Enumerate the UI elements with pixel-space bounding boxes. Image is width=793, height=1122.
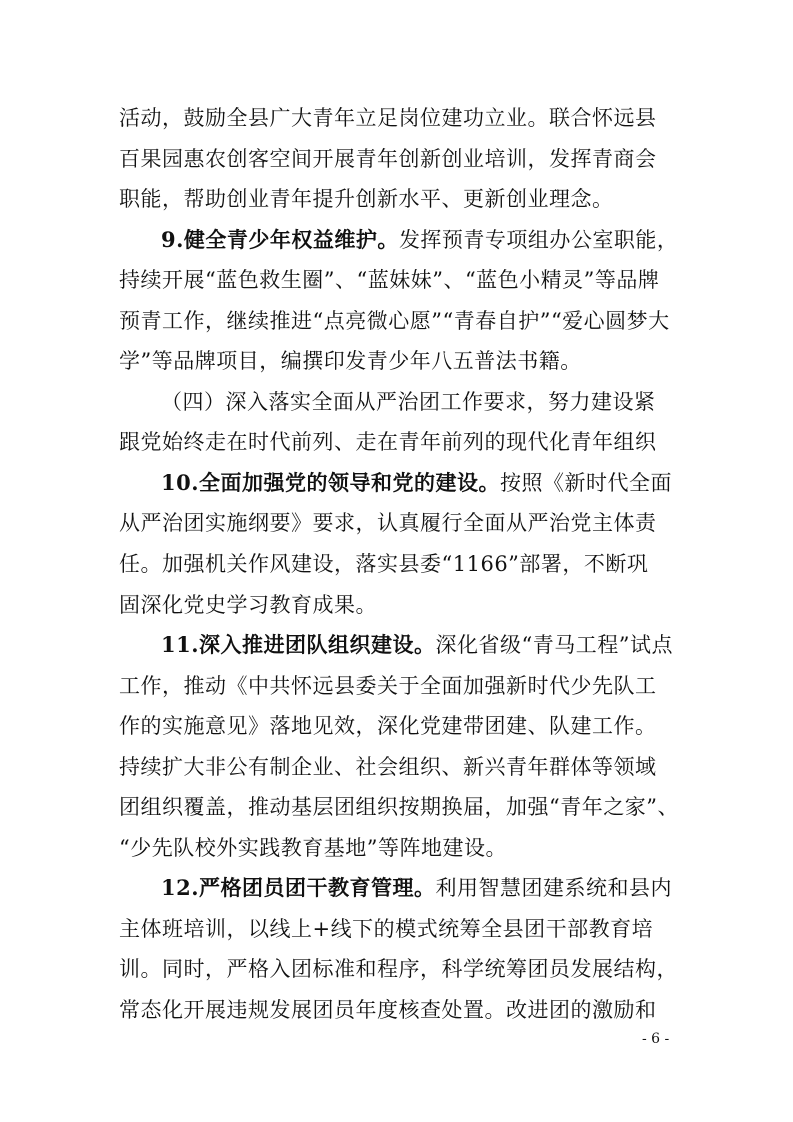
text-line: 常态化开展违规发展团员年度核查处置。改进团的激励和: [119, 998, 657, 1022]
item-10-heading: 10.全面加强党的领导和党的建设。: [161, 470, 501, 495]
text-line: 固深化党史学习教育成果。: [119, 593, 377, 617]
text-line: 学”等品牌项目，编撰印发青少年八五普法书籍。: [119, 349, 582, 373]
text-line: 持续扩大非公有制企业、社会组织、新兴青年群体等领域: [119, 755, 657, 779]
paragraph-11-first-line: [161, 625, 673, 665]
paragraph-10-first-line: [161, 463, 672, 503]
text-span: 利用智慧团建系统和县内: [435, 876, 673, 900]
item-12-heading: 12.严格团员团干教育管理。: [161, 875, 436, 900]
item-9-heading: 9.健全青少年权益维护。: [161, 227, 399, 252]
text-line: 职能，帮助创业青年提升创新水平、更新创业理念。: [119, 187, 614, 211]
text-span: 发挥预青专项组办公室职能，: [398, 228, 679, 252]
text-line: 百果园惠农创客空间开展青年创新创业培训，发挥青商会: [119, 147, 657, 171]
paragraph-12-first-line: [161, 868, 672, 908]
text-line: 团组织覆盖，推动基层团组织按期换届，加强“青年之家”、: [119, 795, 679, 819]
item-11-heading: 11.深入推进团队组织建设。: [161, 632, 436, 657]
text-line: 训。同时，严格入团标准和程序，科学统筹团员发展结构，: [119, 957, 678, 981]
text-line: 作的实施意见》落地见效，深化党建带团建、队建工作。: [119, 714, 657, 738]
text-line: 活动，鼓励全县广大青年立足岗位建功立业。联合怀远县: [119, 106, 657, 130]
page-number: - 6 -: [642, 1031, 670, 1047]
text-span: 深化省级“青马工程”试点: [435, 633, 674, 657]
text-line: 工作，推动《中共怀远县委关于全面加强新时代少先队工: [119, 674, 657, 698]
text-line: 任。加强机关作风建设，落实县委“1166”部署，不断巩: [119, 552, 649, 576]
text-line: “少先队校外实践教育基地”等阵地建设。: [119, 836, 507, 860]
text-line: 从严治团实施纲要》要求，认真履行全面从严治党主体责: [119, 511, 657, 535]
text-span: 按照《新时代全面: [500, 471, 673, 495]
text-line: 主体班培训，以线上+线下的模式统筹全县团干部教育培: [119, 917, 654, 941]
text-line: 预青工作，继续推进“点亮微心愿”“青春自护”“爱心圆梦大: [119, 309, 670, 333]
paragraph-9-first-line: [161, 220, 678, 260]
section-4-heading-line: （四）深入落实全面从严治团工作要求，努力建设紧: [161, 390, 656, 414]
text-line: 持续开展“蓝色救生圈”、“蓝妹妹”、“蓝色小精灵”等品牌: [119, 268, 660, 292]
section-4-heading-line: 跟党始终走在时代前列、走在青年前列的现代化青年组织: [119, 430, 657, 454]
